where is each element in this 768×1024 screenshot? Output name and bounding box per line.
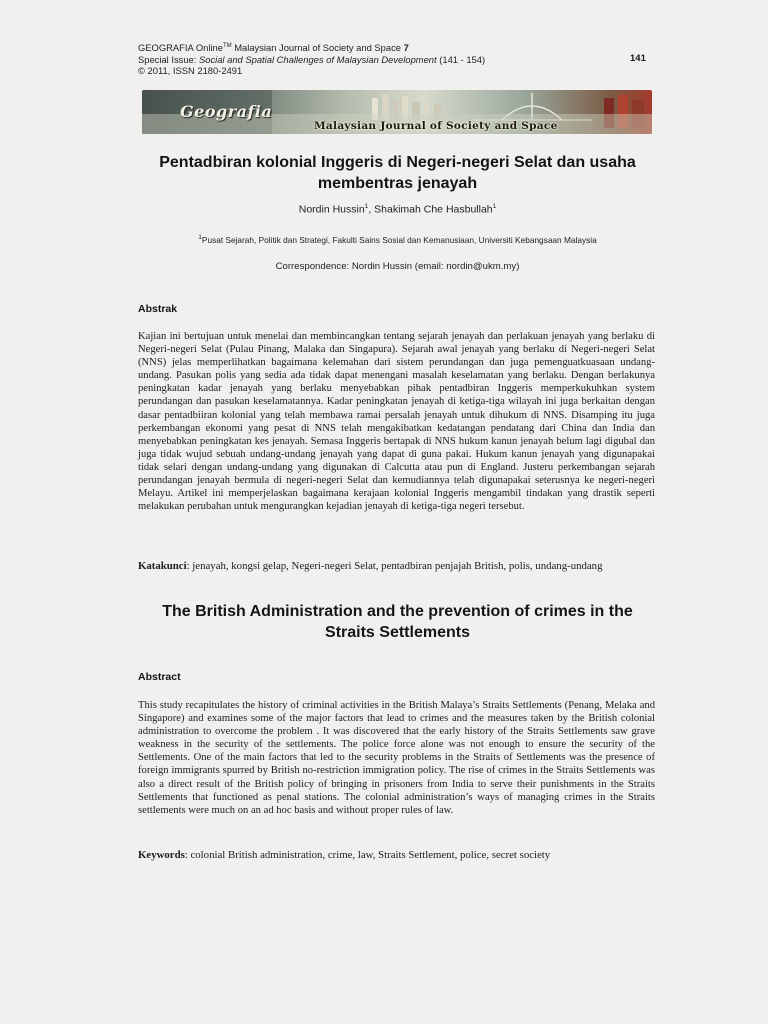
journal-line: GEOGRAFIA Online™ Malaysian Journal of Society and Space 7: [138, 42, 409, 54]
special-issue-title: Social and Spatial Challenges of Malaysian Development: [198, 53, 437, 65]
author-line: Nordin Hussin$^1$, Shakimah Che Hasbullah$^1$: [298, 203, 497, 216]
english-title: The British Administration and the prevention of crimes in the Straits Settlements: [162, 603, 633, 641]
affiliation: $^1$Pusat Sejarah, Politik dan Strategi, Fakulti Sains Sosial dan Kemanusiaan, Universiti Kebangsaan Malaysia: [198, 234, 597, 245]
abstract-heading: Abstract: [138, 671, 181, 683]
keywords-label: Keywords: [138, 849, 185, 861]
volume-number: 7: [403, 42, 409, 54]
keywords-line: Keywords: colonial British administration, crime, law, Straits Settlement, police, secret society: [138, 849, 551, 861]
banner-strapline: Malaysian Journal of Society and Space: [314, 120, 558, 132]
author-name: Nordin Hussin: [298, 203, 365, 216]
banner-logo: Geografia: [180, 102, 273, 121]
correspondence: Correspondence: Nordin Hussin (email: nordin@ukm.my): [275, 261, 520, 272]
abstrak-text: Kajian ini bertujuan untuk menelai dan membincangkan tentang sejarah jenayah dan perlakuan jenayah yang berlaku di Negeri-negeri Selat (Pulau Pinang, Malaka dan Singapura). Sejarah awal jenayah yang berlaku di Negeri-negeri Selat (NNS) jelas memperlihatkan bagaimana kelemahan dari sistem perundangan dan juga pemenguatkuasaan undang-undang. Pasukan polis yang sedia ada tidak dapat menengani masalah keselamatan yang berlaku. Dengan berlakunya peningkatan kadar jenayah yang berlaku menyebabkan pihak pentadbiran Inggeris memperkukuhkan system perundangan dan pasukan keselamatannya. Kadar peningkatan jenayah di ketiga-tiga wilayah ini juga berkaitan dengan dasar pentadbiiran kolonial yang telah membawa ramai persalah jenayah untuk dihukum di NNS. Disamping itu juga perkembangan ekonomi yang pesat di NNS telah mengakibatkan kedatangan pendatang dari China dan India dan menyebabkan peningkatan kes jenayah. Semasa Inggeris bertapak di NNS hukum kanun jenayah belum lagi digubal dan juga tidak wujud sebuah undang-undang jenayah yang dapat di guna pakai. Hukum kanun jenayah yang digunapakai tidak selari dengan undang-undang yang digunakan di Calcutta atau pun di England. Justeru perkembangan sejarah perundangan jenayah bermula di negeri-negeri Selat dan kemudiannya telah digunapakai seterusnya ke negeri-negeri Melayu. Artikel ini memperjelaskan bagaimana kerajaan kolonial Inggeris mengambil tindakan yang drastik seperti melakukan perubahan untuk mengurangkan kejadian jenayah di ketiga-tiga negeri tersebut.: [138, 331, 655, 513]
katakunci-label: Katakunci: [138, 560, 187, 572]
katakunci-line: Katakunci: jenayah, kongsi gelap, Negeri-negeri Selat, pentadbiran penjajah British, polis, undang-undang: [138, 560, 603, 572]
author-name: Shakimah Che Hasbullah: [374, 203, 493, 216]
journal-banner: [142, 90, 652, 134]
journal-header: [138, 41, 652, 77]
abstrak-heading: Abstrak: [138, 303, 178, 315]
page-number: 141: [630, 53, 646, 64]
special-issue-line: Special Issue: Social and Spatial Challenges of Malaysian Development (141 - 154): [138, 53, 486, 65]
copyright-line: © 2011, ISSN 2180-2491: [138, 65, 243, 77]
abstract-text: This study recapitulates the history of criminal activities in the British Malaya’s Straits Settlements (Penang, Melaka and Singapore) and examines some of the major factors that lead to crimes and the measures taken by the British colonial administration to overcome the problem . It was discovered that the early history of the Straits Settlements saw grave weakness in the security of the settlements. The police force alone was not enough to ensure the security of the Settlements. One of the main factors that led to the security problems in the Straits of Settlements was the presence of foreign immigrants spurred by British no-restriction immigration policy. The rise of crimes in the Straits Settlements was also a direct result of the British policy of bringing in prisoners from India to serve their punishments in the Straits Settlements that functioned as penal stations. The colonial administration’s ways of managing crimes in the Straits settlements were much on an ad hoc basis and without proper rules of law.: [138, 700, 655, 816]
trademark-mark: TM: [222, 43, 232, 49]
malay-title: Pentadbiran kolonial Inggeris di Negeri-negeri Selat dan usaha membentras jenayah: [159, 154, 636, 192]
